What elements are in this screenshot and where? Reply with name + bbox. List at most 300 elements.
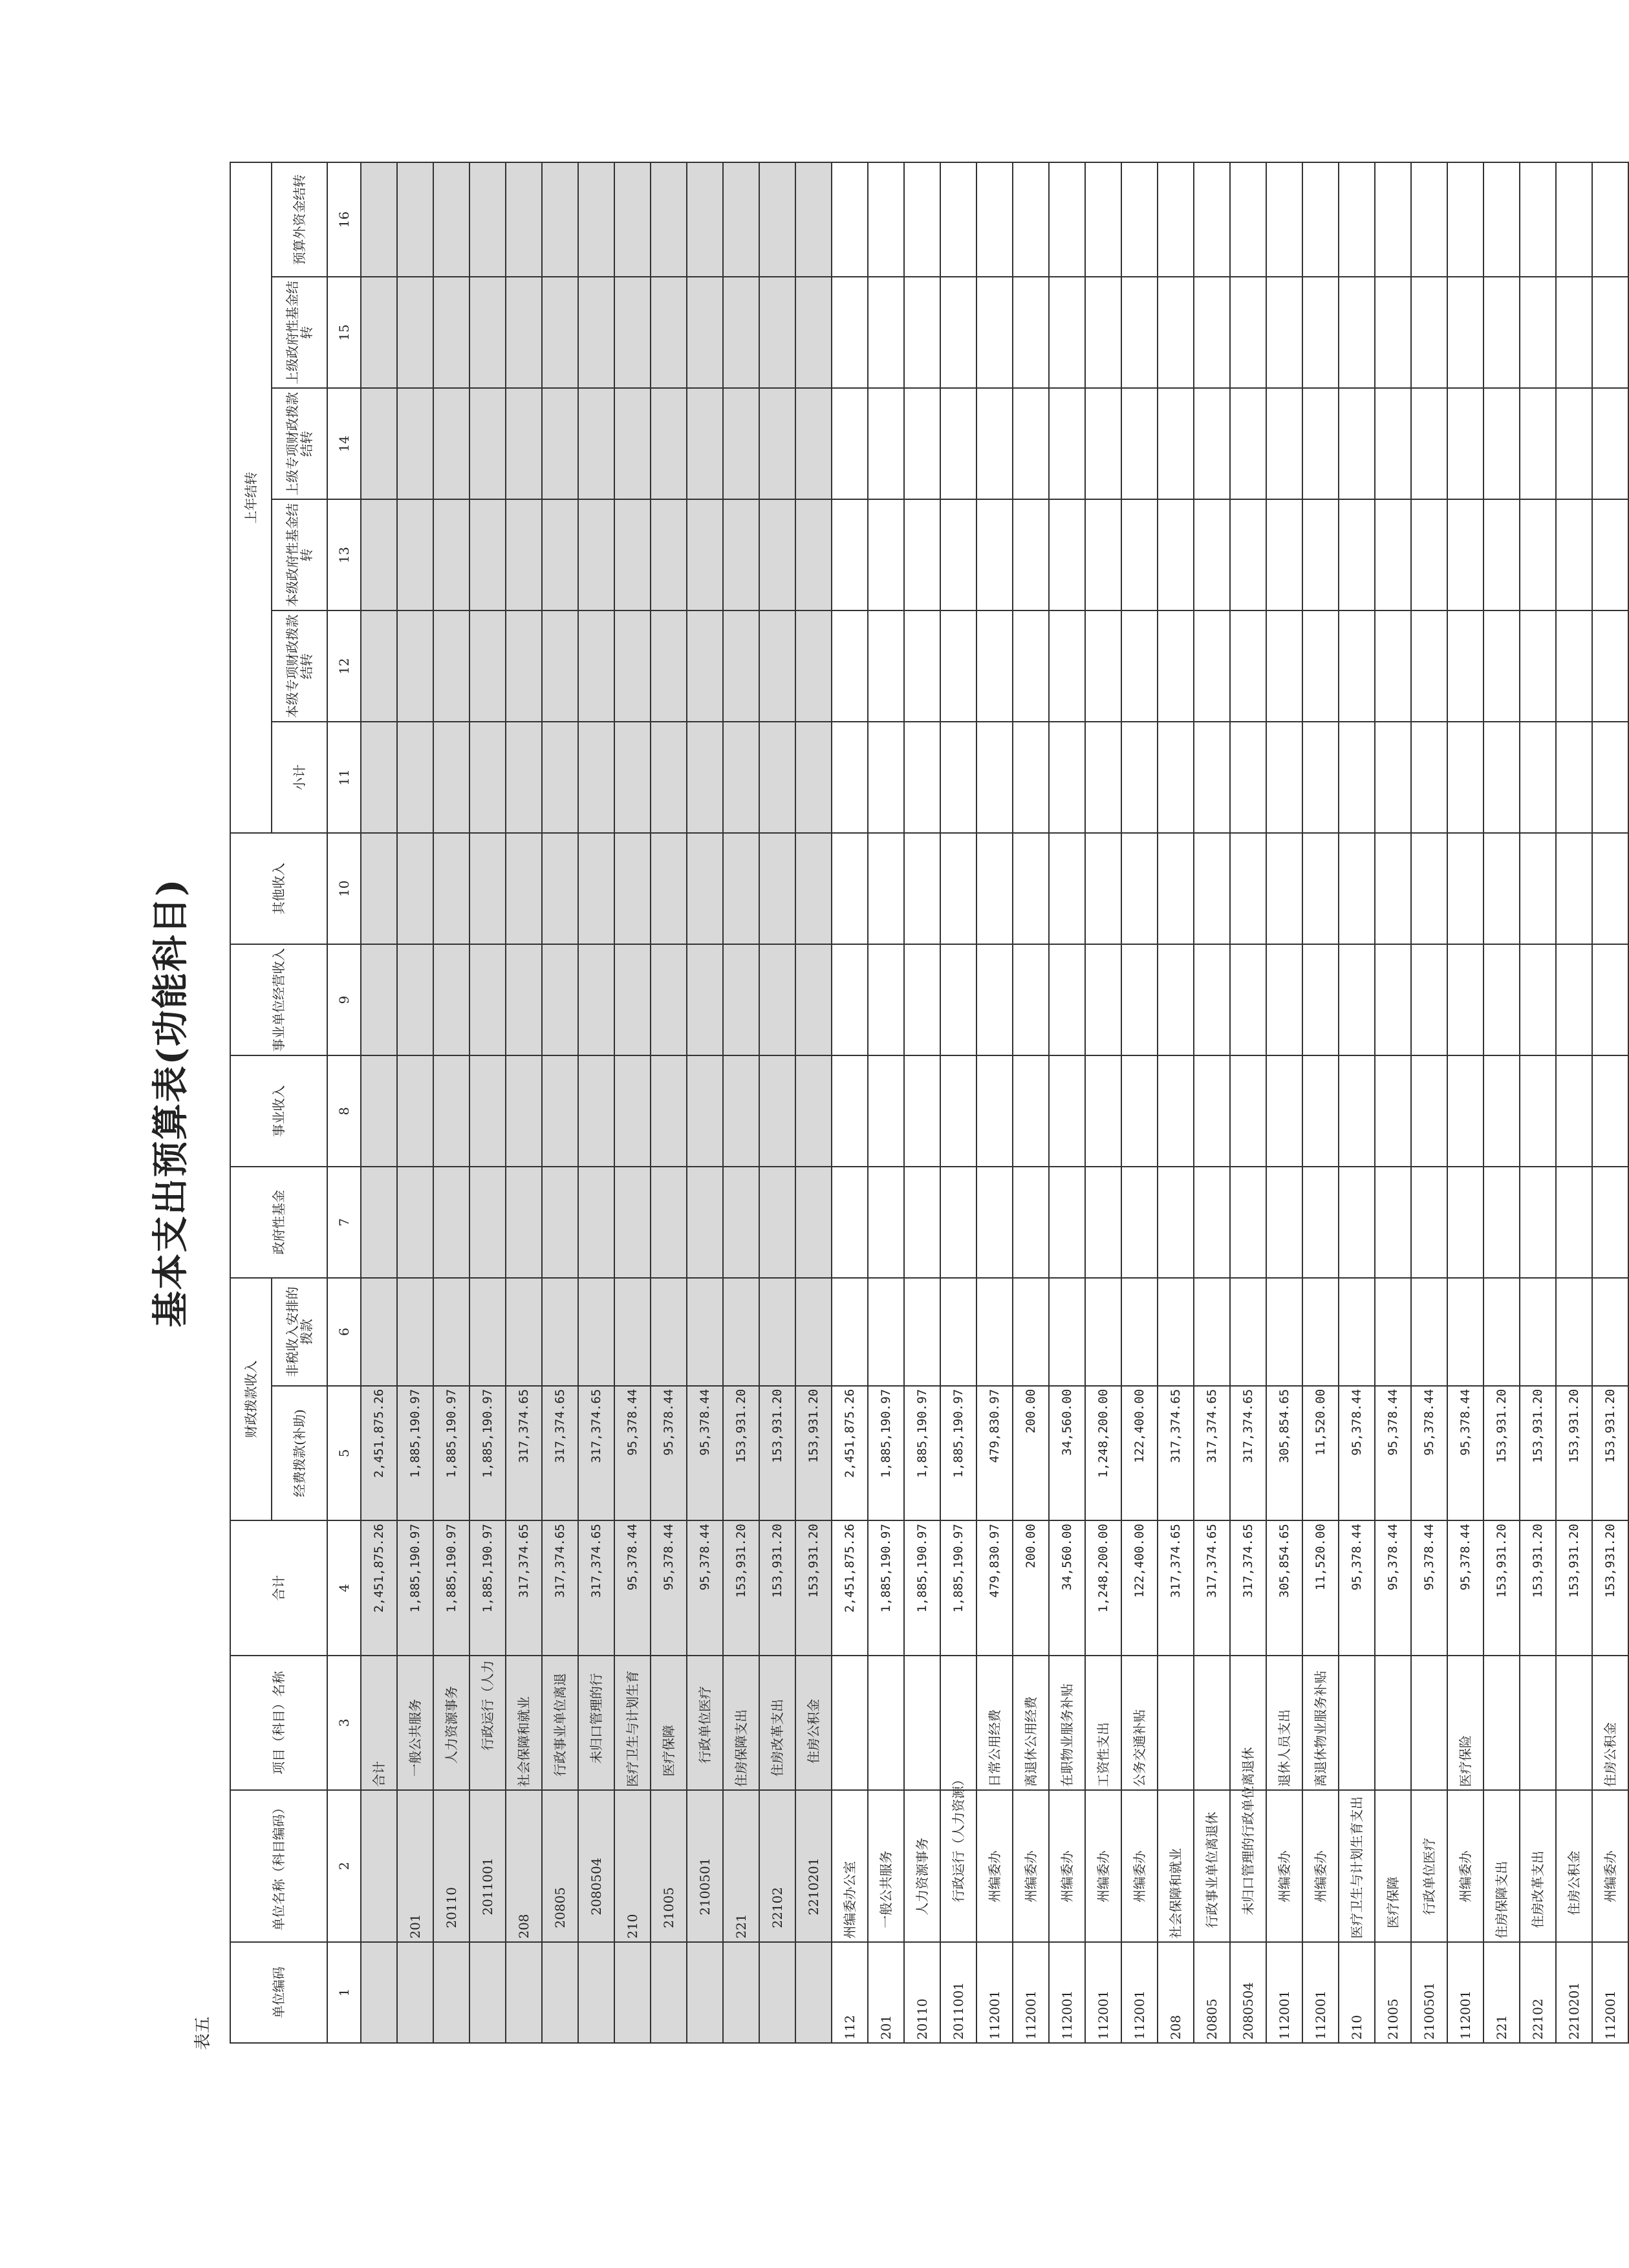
- table-row: [1447, 162, 1483, 2043]
- empty-cell: [1085, 1278, 1121, 1386]
- empty-cell: [1049, 162, 1085, 277]
- unit-code-cell: 112001: [1447, 1942, 1483, 2043]
- header-fiscal-nontax: 非税收入安排的拨款: [272, 1278, 327, 1386]
- empty-cell: [433, 1167, 469, 1278]
- empty-cell: [1230, 162, 1266, 277]
- empty-cell: [832, 1167, 868, 1278]
- empty-cell: [1483, 388, 1520, 499]
- empty-cell: [759, 499, 795, 610]
- item-name-cell: [1194, 1656, 1230, 1790]
- empty-cell: [1121, 722, 1158, 833]
- table-row: [1230, 162, 1266, 2043]
- empty-cell: [1013, 1055, 1049, 1167]
- empty-cell: [1230, 944, 1266, 1055]
- empty-cell: [687, 499, 723, 610]
- header-biz-income: 事业收入: [230, 1055, 327, 1167]
- empty-cell: [1375, 1167, 1411, 1278]
- unit-code-cell: 21005: [1375, 1942, 1411, 2043]
- empty-cell: [578, 277, 614, 388]
- empty-cell: [976, 1278, 1013, 1386]
- item-name-cell: 医疗保险: [1447, 1656, 1483, 1790]
- fiscal-regular-cell: 1,885,190.97: [469, 1386, 506, 1520]
- fiscal-regular-cell: 1,885,190.97: [433, 1386, 469, 1520]
- empty-cell: [940, 499, 976, 610]
- header-unit-code: 单位编码: [230, 1942, 327, 2043]
- table-row: [1483, 162, 1520, 2043]
- item-name-cell: [904, 1656, 940, 1790]
- empty-cell: [1592, 162, 1628, 277]
- empty-cell: [868, 499, 904, 610]
- empty-cell: [1230, 610, 1266, 722]
- empty-cell: [469, 1167, 506, 1278]
- unit-code-cell: 2080504: [1230, 1942, 1266, 2043]
- empty-cell: [578, 1055, 614, 1167]
- empty-cell: [1085, 1055, 1121, 1167]
- empty-cell: [723, 1278, 759, 1386]
- empty-cell: [361, 1055, 397, 1167]
- empty-cell: [1592, 833, 1628, 944]
- empty-cell: [940, 1167, 976, 1278]
- unit-code-cell: 112: [832, 1942, 868, 2043]
- empty-cell: [1520, 1278, 1556, 1386]
- empty-cell: [1013, 944, 1049, 1055]
- empty-cell: [1230, 722, 1266, 833]
- table-row: [1520, 162, 1556, 2043]
- unit-name-cell: [361, 1790, 397, 1942]
- column-number-row: [327, 162, 361, 2043]
- empty-cell: [1049, 277, 1085, 388]
- empty-cell: [1013, 1167, 1049, 1278]
- table-row: [469, 162, 506, 2043]
- empty-cell: [542, 277, 578, 388]
- empty-cell: [1447, 944, 1483, 1055]
- unit-name-cell: 住房保障支出: [1483, 1790, 1520, 1942]
- empty-cell: [1520, 833, 1556, 944]
- empty-cell: [433, 944, 469, 1055]
- total-cell: 11,520.00: [1302, 1520, 1339, 1655]
- item-name-cell: 未归口管理的行: [578, 1656, 614, 1790]
- empty-cell: [795, 833, 832, 944]
- table-row: [868, 162, 904, 2043]
- empty-cell: [1556, 722, 1592, 833]
- empty-cell: [795, 1055, 832, 1167]
- empty-cell: [723, 1167, 759, 1278]
- empty-cell: [397, 610, 433, 722]
- total-cell: 2,451,875.26: [361, 1520, 397, 1655]
- empty-cell: [1121, 388, 1158, 499]
- item-name-cell: 公务交通补贴: [1121, 1656, 1158, 1790]
- empty-cell: [651, 833, 687, 944]
- empty-cell: [1194, 388, 1230, 499]
- empty-cell: [1556, 1167, 1592, 1278]
- empty-cell: [506, 833, 542, 944]
- header-c15: 上级政府性基金结转: [272, 277, 327, 388]
- empty-cell: [1121, 277, 1158, 388]
- fiscal-regular-cell: 317,374.65: [1194, 1386, 1230, 1520]
- empty-cell: [832, 277, 868, 388]
- empty-cell: [1483, 1055, 1520, 1167]
- empty-cell: [1121, 499, 1158, 610]
- empty-cell: [1158, 277, 1194, 388]
- empty-cell: [1158, 944, 1194, 1055]
- empty-cell: [904, 277, 940, 388]
- unit-code-cell: 112001: [1592, 1942, 1628, 2043]
- unit-code-cell: 20805: [1194, 1942, 1230, 2043]
- empty-cell: [1339, 388, 1375, 499]
- fiscal-regular-cell: 317,374.65: [578, 1386, 614, 1520]
- empty-cell: [1230, 388, 1266, 499]
- empty-cell: [1121, 162, 1158, 277]
- empty-cell: [397, 1167, 433, 1278]
- empty-cell: [904, 1055, 940, 1167]
- table-row: [1266, 162, 1302, 2043]
- unit-name-cell: 州编委办: [1085, 1790, 1121, 1942]
- empty-cell: [795, 388, 832, 499]
- table-row: [361, 162, 397, 2043]
- empty-cell: [651, 162, 687, 277]
- unit-name-cell: 住房公积金: [1556, 1790, 1592, 1942]
- total-cell: 2,451,875.26: [832, 1520, 868, 1655]
- empty-cell: [976, 277, 1013, 388]
- empty-cell: [1121, 1278, 1158, 1386]
- column-number: 15: [327, 277, 361, 388]
- fiscal-regular-cell: 153,931.20: [1556, 1386, 1592, 1520]
- unit-code-cell: 210: [1339, 1942, 1375, 2043]
- total-cell: 1,885,190.97: [940, 1520, 976, 1655]
- header-carryover-group: 上年结转: [230, 162, 272, 833]
- empty-cell: [1483, 277, 1520, 388]
- empty-cell: [1447, 833, 1483, 944]
- empty-cell: [1049, 833, 1085, 944]
- total-cell: 95,378.44: [614, 1520, 651, 1655]
- empty-cell: [506, 499, 542, 610]
- empty-cell: [1049, 610, 1085, 722]
- empty-cell: [687, 610, 723, 722]
- empty-cell: [1013, 162, 1049, 277]
- column-number: 14: [327, 388, 361, 499]
- empty-cell: [1520, 162, 1556, 277]
- empty-cell: [651, 388, 687, 499]
- fiscal-regular-cell: 95,378.44: [1411, 1386, 1447, 1520]
- empty-cell: [506, 1278, 542, 1386]
- total-cell: 153,931.20: [1592, 1520, 1628, 1655]
- empty-cell: [795, 722, 832, 833]
- empty-cell: [759, 162, 795, 277]
- total-cell: 95,378.44: [1339, 1520, 1375, 1655]
- item-name-cell: 在职物业服务补贴: [1049, 1656, 1085, 1790]
- empty-cell: [832, 833, 868, 944]
- empty-cell: [1266, 944, 1302, 1055]
- empty-cell: [1411, 1278, 1447, 1386]
- total-cell: 200.00: [1013, 1520, 1049, 1655]
- unit-code-cell: 112001: [1302, 1942, 1339, 2043]
- empty-cell: [433, 833, 469, 944]
- table-row: [976, 162, 1013, 2043]
- total-cell: 1,248,200.00: [1085, 1520, 1121, 1655]
- unit-name-cell: 20805: [542, 1790, 578, 1942]
- empty-cell: [1411, 388, 1447, 499]
- page-title: 基本支出预算表(功能科目): [149, 878, 192, 1328]
- table-row: [433, 162, 469, 2043]
- empty-cell: [1230, 499, 1266, 610]
- unit-name-cell: 州编委办: [1592, 1790, 1628, 1942]
- rotated-content: [149, 162, 1618, 2050]
- empty-cell: [1049, 1278, 1085, 1386]
- unit-name-cell: 州编委办: [1121, 1790, 1158, 1942]
- empty-cell: [1520, 388, 1556, 499]
- empty-cell: [1085, 722, 1121, 833]
- item-name-cell: 日常公用经费: [976, 1656, 1013, 1790]
- empty-cell: [1158, 1055, 1194, 1167]
- empty-cell: [361, 610, 397, 722]
- item-name-cell: 一般公共服务: [397, 1656, 433, 1790]
- empty-cell: [1339, 1167, 1375, 1278]
- empty-cell: [651, 499, 687, 610]
- empty-cell: [1556, 499, 1592, 610]
- fiscal-regular-cell: 153,931.20: [759, 1386, 795, 1520]
- header-unit-name: 单位名称（科目编码）: [230, 1790, 327, 1942]
- empty-cell: [687, 833, 723, 944]
- empty-cell: [723, 162, 759, 277]
- table-row: [687, 162, 723, 2043]
- empty-cell: [1592, 388, 1628, 499]
- unit-name-cell: 2100501: [687, 1790, 723, 1942]
- empty-cell: [940, 1055, 976, 1167]
- total-cell: 305,854.65: [1266, 1520, 1302, 1655]
- item-name-cell: 行政事业单位离退: [542, 1656, 578, 1790]
- empty-cell: [1121, 944, 1158, 1055]
- empty-cell: [1483, 162, 1520, 277]
- table-row: [1121, 162, 1158, 2043]
- empty-cell: [1194, 1167, 1230, 1278]
- column-number: 12: [327, 610, 361, 722]
- empty-cell: [651, 610, 687, 722]
- header-total: 合计: [230, 1520, 327, 1655]
- empty-cell: [904, 944, 940, 1055]
- empty-cell: [1592, 277, 1628, 388]
- fiscal-regular-cell: 34,560.00: [1049, 1386, 1085, 1520]
- empty-cell: [361, 1167, 397, 1278]
- empty-cell: [542, 1167, 578, 1278]
- empty-cell: [1520, 610, 1556, 722]
- empty-cell: [1194, 722, 1230, 833]
- unit-name-cell: 22102: [759, 1790, 795, 1942]
- item-name-cell: 住房公积金: [1592, 1656, 1628, 1790]
- empty-cell: [904, 833, 940, 944]
- table-row: [832, 162, 868, 2043]
- table-row: [1302, 162, 1339, 2043]
- total-cell: 95,378.44: [1447, 1520, 1483, 1655]
- header-c12: 本级专项财政拨款结转: [272, 610, 327, 722]
- header-c13: 本级政府性基金结转: [272, 499, 327, 610]
- unit-name-cell: 201: [397, 1790, 433, 1942]
- empty-cell: [1375, 944, 1411, 1055]
- empty-cell: [1483, 499, 1520, 610]
- empty-cell: [1520, 499, 1556, 610]
- table-row: [614, 162, 651, 2043]
- empty-cell: [1339, 722, 1375, 833]
- empty-cell: [433, 722, 469, 833]
- empty-cell: [506, 722, 542, 833]
- item-name-cell: 行政单位医疗: [687, 1656, 723, 1790]
- table-row: [1556, 162, 1592, 2043]
- empty-cell: [1411, 162, 1447, 277]
- unit-code-cell: [723, 1942, 759, 2043]
- empty-cell: [832, 499, 868, 610]
- unit-code-cell: 112001: [1013, 1942, 1049, 2043]
- empty-cell: [361, 162, 397, 277]
- empty-cell: [1085, 944, 1121, 1055]
- table-label: 表五: [193, 2016, 213, 2050]
- empty-cell: [795, 162, 832, 277]
- item-name-cell: 住房保障支出: [723, 1656, 759, 1790]
- empty-cell: [614, 944, 651, 1055]
- empty-cell: [1411, 833, 1447, 944]
- fiscal-regular-cell: 95,378.44: [651, 1386, 687, 1520]
- empty-cell: [1266, 499, 1302, 610]
- unit-code-cell: [397, 1942, 433, 2043]
- empty-cell: [1230, 1167, 1266, 1278]
- empty-cell: [868, 162, 904, 277]
- empty-cell: [1121, 833, 1158, 944]
- empty-cell: [795, 277, 832, 388]
- empty-cell: [1013, 388, 1049, 499]
- column-number: 7: [327, 1167, 361, 1278]
- total-cell: 1,885,190.97: [433, 1520, 469, 1655]
- empty-cell: [1302, 277, 1339, 388]
- fiscal-regular-cell: 153,931.20: [1483, 1386, 1520, 1520]
- empty-cell: [1339, 833, 1375, 944]
- empty-cell: [723, 610, 759, 722]
- fiscal-regular-cell: 95,378.44: [1339, 1386, 1375, 1520]
- empty-cell: [868, 1055, 904, 1167]
- unit-name-cell: 2011001: [469, 1790, 506, 1942]
- empty-cell: [1194, 833, 1230, 944]
- item-name-cell: 退休人员支出: [1266, 1656, 1302, 1790]
- empty-cell: [976, 610, 1013, 722]
- empty-cell: [469, 610, 506, 722]
- empty-cell: [1447, 1278, 1483, 1386]
- empty-cell: [687, 388, 723, 499]
- unit-code-cell: 221: [1483, 1942, 1520, 2043]
- empty-cell: [832, 1278, 868, 1386]
- fiscal-regular-cell: 1,248,200.00: [1085, 1386, 1121, 1520]
- empty-cell: [1483, 833, 1520, 944]
- empty-cell: [1556, 610, 1592, 722]
- empty-cell: [1302, 499, 1339, 610]
- empty-cell: [1556, 1055, 1592, 1167]
- empty-cell: [614, 277, 651, 388]
- empty-cell: [614, 722, 651, 833]
- table-row: [904, 162, 940, 2043]
- empty-cell: [976, 944, 1013, 1055]
- item-name-cell: 住房公积金: [795, 1656, 832, 1790]
- empty-cell: [687, 722, 723, 833]
- empty-cell: [1447, 610, 1483, 722]
- empty-cell: [832, 388, 868, 499]
- empty-cell: [469, 277, 506, 388]
- unit-code-cell: 2100501: [1411, 1942, 1447, 2043]
- empty-cell: [904, 499, 940, 610]
- unit-name-cell: 州编委办: [1302, 1790, 1339, 1942]
- empty-cell: [1302, 833, 1339, 944]
- empty-cell: [578, 499, 614, 610]
- empty-cell: [1556, 388, 1592, 499]
- empty-cell: [1085, 610, 1121, 722]
- fiscal-regular-cell: 153,931.20: [1520, 1386, 1556, 1520]
- unit-code-cell: 112001: [1049, 1942, 1085, 2043]
- empty-cell: [1158, 1278, 1194, 1386]
- empty-cell: [940, 833, 976, 944]
- header-gov-fund: 政府性基金: [230, 1167, 327, 1278]
- item-name-cell: 社会保障和就业: [506, 1656, 542, 1790]
- empty-cell: [361, 944, 397, 1055]
- unit-code-cell: 112001: [1121, 1942, 1158, 2043]
- empty-cell: [1013, 833, 1049, 944]
- empty-cell: [1085, 1167, 1121, 1278]
- empty-cell: [1230, 277, 1266, 388]
- table-row: [1411, 162, 1447, 2043]
- empty-cell: [1411, 1055, 1447, 1167]
- empty-cell: [1049, 1167, 1085, 1278]
- empty-cell: [1592, 1278, 1628, 1386]
- empty-cell: [832, 1055, 868, 1167]
- fiscal-regular-cell: 305,854.65: [1266, 1386, 1302, 1520]
- empty-cell: [1339, 499, 1375, 610]
- empty-cell: [433, 1278, 469, 1386]
- empty-cell: [397, 944, 433, 1055]
- empty-cell: [1447, 162, 1483, 277]
- empty-cell: [1483, 610, 1520, 722]
- empty-cell: [1158, 1167, 1194, 1278]
- empty-cell: [433, 388, 469, 499]
- empty-cell: [1339, 610, 1375, 722]
- unit-code-cell: 22102: [1520, 1942, 1556, 2043]
- empty-cell: [578, 1278, 614, 1386]
- unit-code-cell: [795, 1942, 832, 2043]
- empty-cell: [759, 722, 795, 833]
- empty-cell: [1302, 1055, 1339, 1167]
- empty-cell: [723, 277, 759, 388]
- empty-cell: [1158, 722, 1194, 833]
- empty-cell: [1049, 722, 1085, 833]
- unit-name-cell: 行政运行（人力资源）: [940, 1790, 976, 1942]
- empty-cell: [1447, 388, 1483, 499]
- empty-cell: [1085, 277, 1121, 388]
- empty-cell: [976, 833, 1013, 944]
- empty-cell: [795, 944, 832, 1055]
- empty-cell: [1411, 277, 1447, 388]
- empty-cell: [614, 1167, 651, 1278]
- empty-cell: [1375, 388, 1411, 499]
- empty-cell: [1230, 1278, 1266, 1386]
- empty-cell: [1013, 610, 1049, 722]
- empty-cell: [1411, 499, 1447, 610]
- empty-cell: [904, 722, 940, 833]
- empty-cell: [1520, 1167, 1556, 1278]
- empty-cell: [940, 610, 976, 722]
- empty-cell: [506, 388, 542, 499]
- header-item-name: 项目（科目）名称: [230, 1656, 327, 1790]
- total-cell: 34,560.00: [1049, 1520, 1085, 1655]
- empty-cell: [940, 1278, 976, 1386]
- empty-cell: [614, 1055, 651, 1167]
- empty-cell: [723, 1055, 759, 1167]
- table-row: [1085, 162, 1121, 2043]
- unit-code-cell: 2210201: [1556, 1942, 1592, 2043]
- empty-cell: [1592, 499, 1628, 610]
- empty-cell: [1194, 610, 1230, 722]
